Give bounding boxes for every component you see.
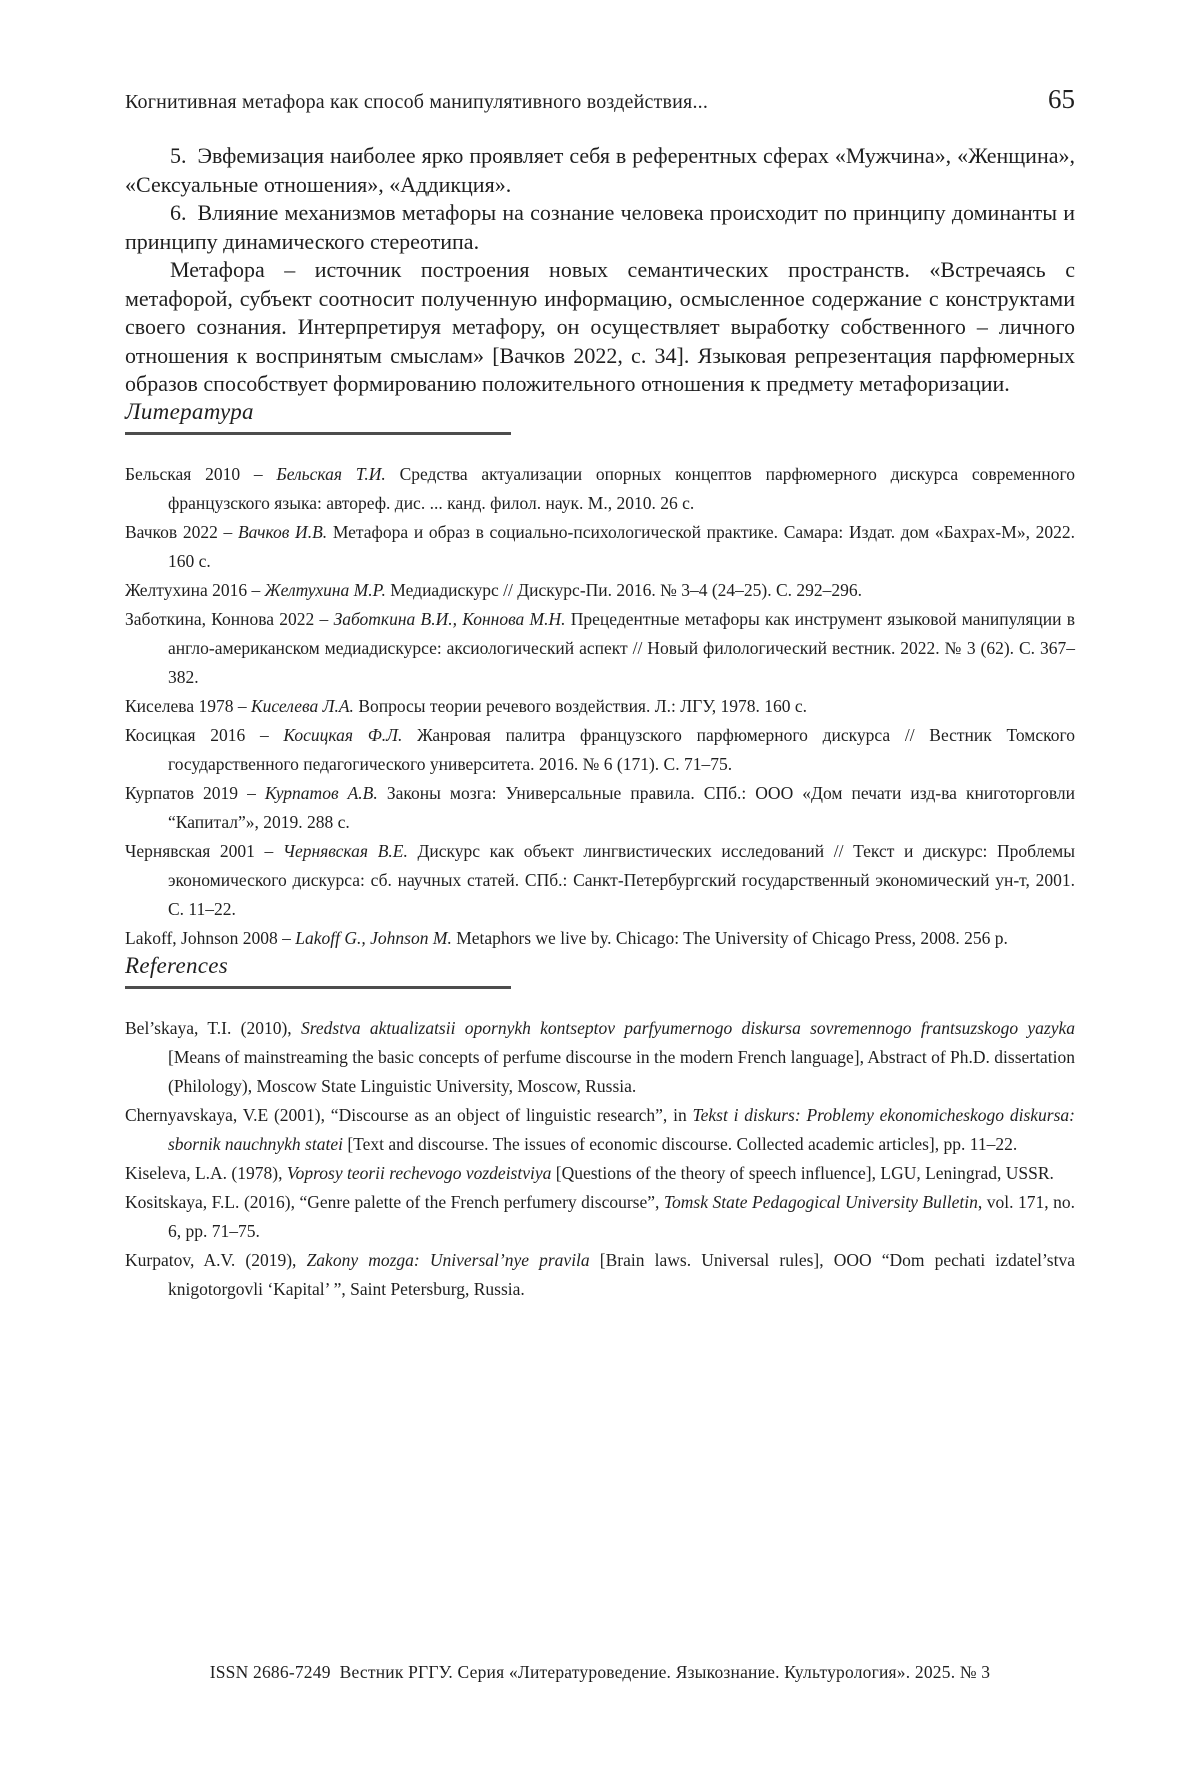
bib-entry: Вачков 2022 – Вачков И.В. Метафора и образ в социально-психологической практике. Самара: Издат. дом «Бахрах-М», 2022. 160 с.	[125, 521, 1075, 571]
page-number: 65	[1048, 84, 1075, 114]
paragraph: 5. Эвфемизация наиболее ярко проявляет себя в референтных сферах «Мужчина», «Женщина», «Сексуальные отношения», «Аддикция».	[125, 143, 1075, 197]
running-header	[125, 84, 1075, 115]
reference-entry: Kurpatov, A.V. (2019), Zakony mozga: Universal’nye pravila [Brain laws. Universal rules], OOO “Dom pechati izdatel’stva knigotorgovli ‘Kapital’ ”, Saint Petersburg, Russia.	[125, 1249, 1076, 1299]
bib-entry: Желтухина 2016 – Желтухина М.Р. Медиадискурс // Дискурс-Пи. 2016. № 3–4 (24–25). С. 292–296.	[125, 579, 863, 600]
section-heading-literatura: Литература	[125, 398, 254, 424]
body-paragraphs	[125, 142, 1075, 399]
reference-entry: Kiseleva, L.A. (1978), Voprosy teorii rechevogo vozdeistviya [Questions of the theory of speech influence], LGU, Leningrad, USSR.	[125, 1162, 1054, 1183]
bib-entry: Косицкая 2016 – Косицкая Ф.Л. Жанровая палитра французского парфюмерного дискурса // Вестник Томского государственного педагогического университета. 2016. № 6 (171). С. 71–75.	[125, 724, 1075, 774]
reference-entry: Bel’skaya, T.I. (2010), Sredstva aktualizatsii opornykh kontseptov parfyumernogo diskursa sovremennogo frantsuzskogo yazyka [Means of mainstreaming the basic concepts of perfume discourse in the modern French language], Abstract of Ph.D. dissertation (Philology), Moscow State Linguistic University, Moscow, Russia.	[125, 1017, 1075, 1096]
reference-entry: Chernyavskaya, V.E (2001), “Discourse as an object of linguistic research”, in Tekst i diskurs: Problemy ekonomicheskogo diskursa: sbornik nauchnykh statei [Text and discourse. The issues of economic discourse. Collected academic articles], pp. 11–22.	[125, 1104, 1075, 1154]
section-heading-references: References	[125, 952, 229, 978]
running-header-title: Когнитивная метафора как способ манипулятивного воздействия...	[125, 91, 709, 113]
paragraph: 6. Влияние механизмов метафоры на сознание человека происходит по принципу доминанты и принципу динамического стереотипа.	[125, 200, 1075, 254]
literatura-list	[125, 460, 1075, 953]
bib-entry: Курпатов 2019 – Курпатов А.В. Законы мозга: Универсальные правила. СПб.: ООО «Дом печати изд-ва книготорговли “Капитал”», 2019. 288 с.	[125, 782, 1075, 832]
paragraph: Метафора – источник построения новых семантических пространств. «Встречаясь с метафорой, субъект соотносит полученную информацию, осмысленное содержание с конструктами своего сознания. Интерпретируя метафору, он осуществляет выработку собственного – личного отношения к воспринятым смыслам» [Вачков 2022, с. 34]. Языковая репрезентация парфюмерных образов способствует формированию положительного отношения к предмету метафоризации.	[125, 257, 1075, 396]
bib-entry: Киселева 1978 – Киселева Л.А. Вопросы теории речевого воздействия. Л.: ЛГУ, 1978. 160 с.	[125, 695, 808, 716]
bib-entry: Lakoff, Johnson 2008 – Lakoff G., Johnson M. Metaphors we live by. Chicago: The University of Chicago Press, 2008. 256 p.	[125, 927, 1008, 948]
bib-entry: Заботкина, Коннова 2022 – Заботкина В.И., Коннова М.Н. Прецедентные метафоры как инструмент языковой манипуляции в англо-американском медиадискурсе: аксиологический аспект // Новый филологический вестник. 2022. № 3 (62). С. 367–382.	[125, 608, 1075, 687]
page-footer: ISSN 2686-7249 Вестник РГГУ. Серия «Литературоведение. Языкознание. Культурология». 2025. № 3	[209, 1662, 991, 1682]
references-list	[125, 1014, 1075, 1304]
bib-entry: Бельская 2010 – Бельская Т.И. Средства актуализации опорных концептов парфюмерного дискурса современного французского языка: автореф. дис. ... канд. филол. наук. М., 2010. 26 с.	[125, 463, 1075, 513]
section-rule-literatura	[125, 432, 511, 435]
reference-entry: Kositskaya, F.L. (2016), “Genre palette of the French perfumery discourse”, Tomsk State Pedagogical University Bulletin, vol. 171, no. 6, pp. 71–75.	[125, 1191, 1075, 1241]
bib-entry: Чернявская 2001 – Чернявская В.Е. Дискурс как объект лингвистических исследований // Текст и дискурс: Проблемы экономического дискурса: сб. научных статей. СПб.: Санкт-Петербургский государственный экономический ун-т, 2001. С. 11–22.	[125, 840, 1075, 919]
section-rule-references	[125, 986, 511, 989]
